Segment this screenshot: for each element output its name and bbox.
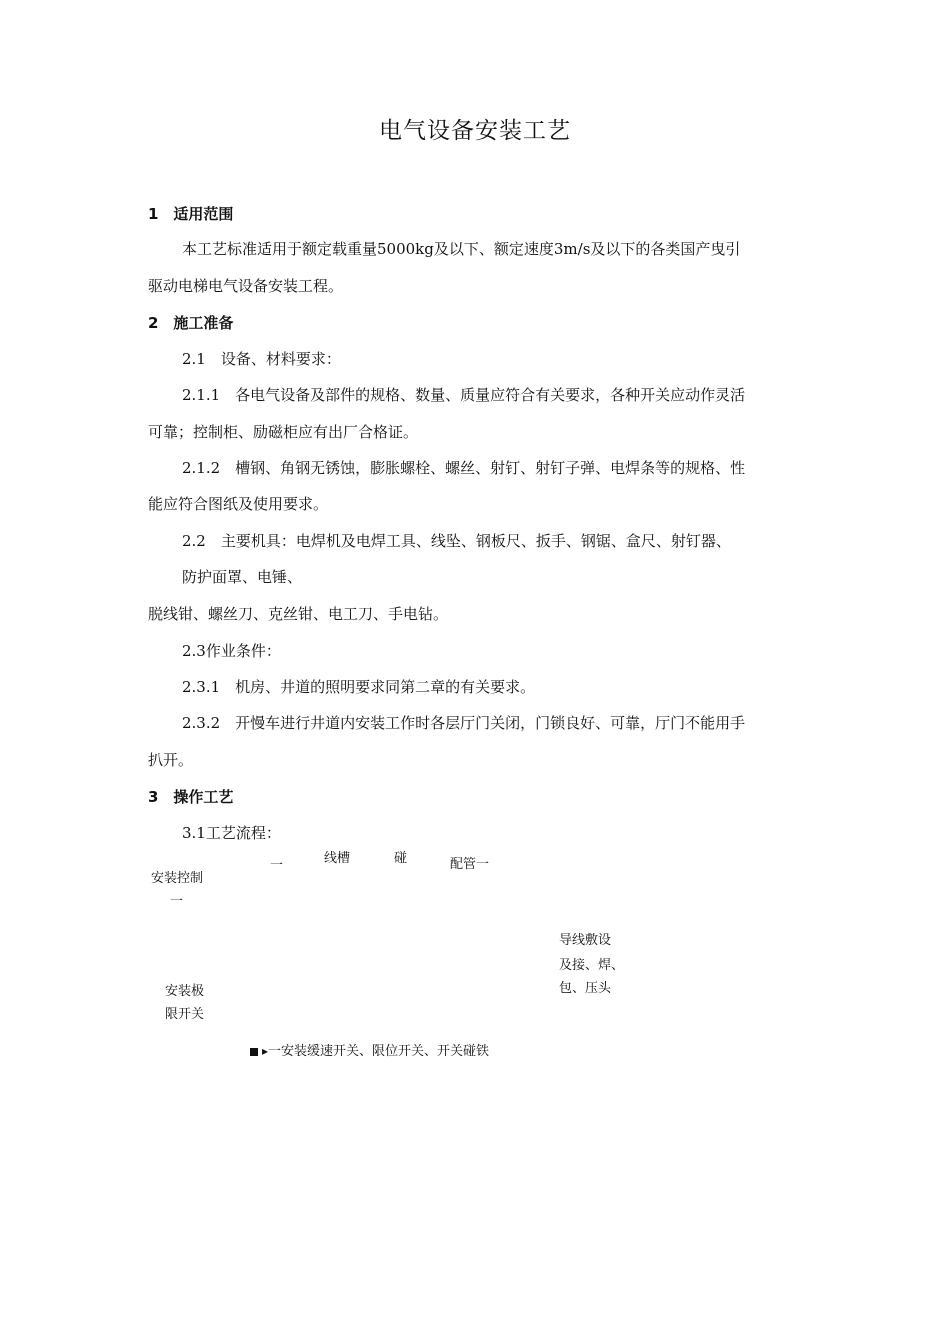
section-2-3-1-text: 2.3.1 机房、井道的照明要求同第二章的有关要求。 xyxy=(182,678,536,696)
section-2-3-2-line-2: 扒开。 xyxy=(148,751,194,769)
flow-limit-switch-line-2: 限开关 xyxy=(165,1007,205,1022)
section-1-heading: 1 适用范围 xyxy=(148,205,234,223)
section-2-3-2-line-1: 2.3.2 开慢车进行井道内安装工作时各层厅门关闭，门锁良好、可靠，厅门不能用手 xyxy=(182,714,746,732)
arrow-icon: ▸ xyxy=(262,1044,269,1058)
flow-trunking-text: 线槽 xyxy=(324,851,351,866)
flow-bottom-text: 一安装缓速开关、限位开关、开关碰铁 xyxy=(268,1044,490,1059)
flow-install-control-label xyxy=(151,871,204,886)
flow-piping-text: 配管一 xyxy=(450,857,490,872)
section-2-2-line-3: 脱线钳、螺丝刀、克丝钳、电工刀、手电钻。 xyxy=(148,605,449,623)
section-3-heading: 3 操作工艺 xyxy=(148,788,234,806)
section-2-1-1-line-1: 2.1.1 各电气设备及部件的规格、数量、质量应符合有关要求，各种开关应动作灵活 xyxy=(182,386,746,404)
section-2-2-line-2: 防护面罩、电锤、 xyxy=(182,568,303,586)
flow-trunking-label xyxy=(324,851,351,866)
flow-bottom-row xyxy=(250,1040,490,1059)
flow-install-control-text: 安装控制 xyxy=(151,871,204,886)
section-2-1-2-line-1: 2.1.2 槽钢、角钢无锈蚀，膨胀螺栓、螺丝、射钉、射钉子弹、电焊条等的规格、性 xyxy=(182,459,746,477)
flow-wiring-line-2: 及接、焊、 xyxy=(559,958,625,973)
square-bullet-icon xyxy=(250,1048,258,1056)
page-title: 电气设备安装工艺 xyxy=(379,118,571,144)
flow-bump-text: 碰 xyxy=(394,851,408,866)
section-2-heading: 2 施工准备 xyxy=(148,314,234,332)
flow-wiring-line-3-box xyxy=(559,977,612,996)
flow-wiring-line-1: 导线敷设 xyxy=(559,933,612,948)
section-2-2-line-1: 2.2 主要机具：电焊机及电焊工具、线坠、钢板尺、扳手、钢锯、盒尺、射钉器、 xyxy=(182,532,731,550)
section-3-1-text: 3.1工艺流程： xyxy=(182,824,281,842)
section-2-1-2-line-2: 能应符合图纸及使用要求。 xyxy=(148,495,329,513)
flow-bump-label xyxy=(394,851,408,866)
flow-limit-switch-line-2-box xyxy=(165,1003,205,1022)
flow-dash-2: 一 xyxy=(170,894,184,909)
section-1-paragraph-line-2: 驱动电梯电气设备安装工程。 xyxy=(148,277,344,295)
section-2-1-1-line-2: 可靠；控制柜、励磁柜应有出厂合格证。 xyxy=(148,423,419,441)
flow-wiring-line-3: 包、压头 xyxy=(559,981,612,996)
section-1-paragraph-line-1: 本工艺标准适用于额定载重量5000kg及以下、额定速度3m/s及以下的各类国产曳引 xyxy=(182,240,741,258)
flow-dash-1: 一 xyxy=(270,858,284,873)
flow-piping-label xyxy=(450,856,490,872)
section-2-3-text: 2.3作业条件： xyxy=(182,642,281,660)
section-2-1-text: 2.1 设备、材料要求： xyxy=(182,350,341,368)
flow-limit-switch-line-1: 安装极 xyxy=(165,984,205,999)
